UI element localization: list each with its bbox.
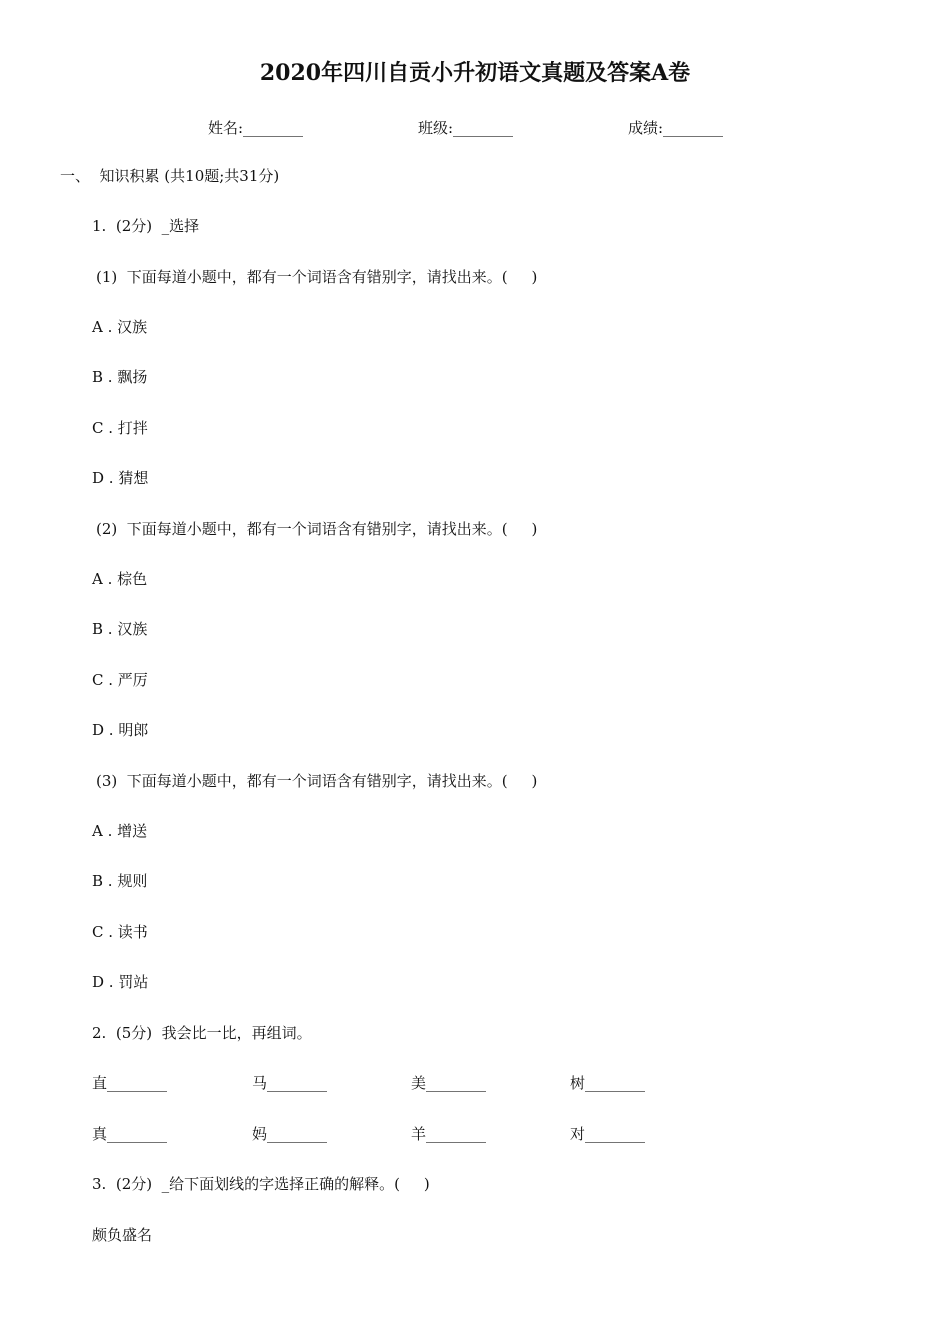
question-1-head: 1. (2分) _选择	[92, 217, 200, 235]
question-3-head: 3. (2分) _给下面划线的字选择正确的解释。( )	[92, 1175, 430, 1193]
question-1-sub1-stem: (1) 下面每道小题中，都有一个词语含有错别字，请找出来。( )	[96, 268, 538, 286]
option-item: A . 增送	[92, 822, 148, 840]
option-item: C . 读书	[92, 923, 148, 941]
option-item: A . 棕色	[92, 570, 148, 588]
option-item: C . 打拌	[92, 419, 148, 437]
word-blank: 羊________	[411, 1125, 487, 1143]
page-title: 2020年四川自贡小升初语文真题及答案A卷	[259, 60, 691, 86]
word-blank: 真________	[92, 1125, 168, 1143]
option-item: B . 飘扬	[92, 368, 148, 386]
word-blank: 直________	[92, 1074, 168, 1092]
question-3-word: 颇负盛名	[92, 1226, 153, 1244]
option-item: D . 猜想	[92, 469, 149, 487]
question-2-head: 2. (5分) 我会比一比，再组词。	[92, 1024, 312, 1042]
section-heading: 一、 知识积累 (共10题;共31分)	[60, 167, 280, 185]
class-field: 班级:________	[418, 119, 514, 137]
question-1-sub2-stem: (2) 下面每道小题中，都有一个词语含有错别字，请找出来。( )	[96, 520, 538, 538]
option-item: D . 罚站	[92, 973, 149, 991]
word-blank: 对________	[570, 1125, 646, 1143]
option-item: A . 汉族	[92, 318, 148, 336]
option-item: B . 规则	[92, 872, 148, 890]
option-item: D . 明郎	[92, 721, 149, 739]
word-blank: 妈________	[252, 1125, 328, 1143]
option-item: B . 汉族	[92, 620, 148, 638]
name-field: 姓名:________	[208, 119, 304, 137]
word-blank: 树________	[570, 1074, 646, 1092]
word-blank: 马________	[252, 1074, 328, 1092]
score-field: 成绩:________	[628, 119, 724, 137]
option-item: C . 严厉	[92, 671, 148, 689]
question-1-sub3-stem: (3) 下面每道小题中，都有一个词语含有错别字，请找出来。( )	[96, 772, 538, 790]
word-blank: 美________	[411, 1074, 487, 1092]
